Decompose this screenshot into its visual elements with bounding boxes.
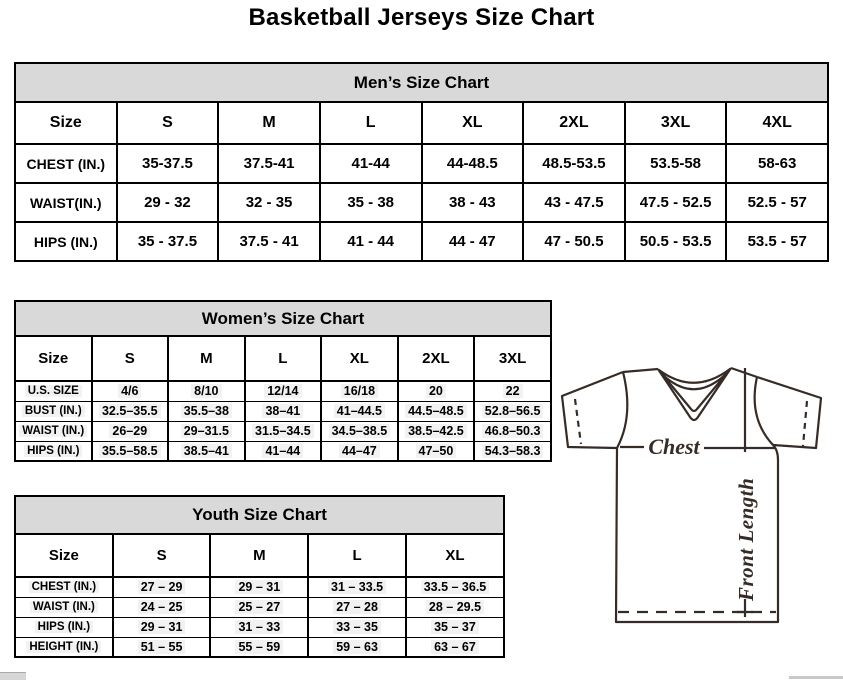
size-cell <box>321 381 398 401</box>
table-row <box>15 597 504 617</box>
cell-text: 41–44 <box>262 444 303 458</box>
column-header-row <box>15 336 551 381</box>
size-cell: 48.5-53.5 <box>523 144 625 183</box>
chest-label: Chest <box>648 434 700 459</box>
cell-text: 44.5–48.5 <box>405 404 467 418</box>
table-row <box>15 421 551 441</box>
row-label <box>15 401 92 421</box>
size-cell <box>168 441 245 461</box>
size-corner-header: Size <box>15 534 113 577</box>
size-cell: 32 - 35 <box>218 183 320 222</box>
table-row <box>15 144 828 183</box>
size-column-header: L <box>320 102 422 144</box>
table-title-row <box>15 301 551 336</box>
cell-text: 8/10 <box>191 384 221 398</box>
size-cell <box>308 637 406 657</box>
youth-size-table <box>14 495 505 658</box>
jersey-right-armhole-seam <box>755 377 773 445</box>
cell-text: 41–44.5 <box>334 404 385 418</box>
size-cell <box>308 617 406 637</box>
size-cell <box>210 597 308 617</box>
row-label <box>15 577 113 597</box>
size-column-header: S <box>113 534 211 577</box>
size-cell <box>113 597 211 617</box>
table-row <box>15 577 504 597</box>
cell-text: 26–29 <box>109 424 150 438</box>
cell-text: 22 <box>503 384 523 398</box>
size-cell: 35-37.5 <box>117 144 219 183</box>
size-cell <box>474 421 551 441</box>
cell-text: 51 – 55 <box>138 640 186 654</box>
size-cell <box>308 597 406 617</box>
cell-text: 29 – 31 <box>138 620 186 634</box>
size-corner-header: Size <box>15 336 92 381</box>
size-column-header: M <box>168 336 245 381</box>
size-cell <box>245 381 322 401</box>
front-length-label: Front Length <box>734 477 758 601</box>
cell-text: 32.5–35.5 <box>99 404 161 418</box>
cell-text: 38.5–42.5 <box>405 424 467 438</box>
cell-text: 29–31.5 <box>181 424 232 438</box>
size-cell: 35 - 38 <box>320 183 422 222</box>
cell-text: 24 – 25 <box>138 600 186 614</box>
size-cell: 29 - 32 <box>117 183 219 222</box>
row-label <box>15 637 113 657</box>
size-cell <box>398 401 475 421</box>
cell-text: 31 – 33 <box>235 620 283 634</box>
size-cell: 41-44 <box>320 144 422 183</box>
size-cell <box>113 637 211 657</box>
size-column-header: M <box>210 534 308 577</box>
size-cell: 37.5-41 <box>218 144 320 183</box>
size-cell: 43 - 47.5 <box>523 183 625 222</box>
size-cell <box>113 577 211 597</box>
size-cell <box>308 577 406 597</box>
table-title: Men’s Size Chart <box>15 63 828 102</box>
size-cell <box>245 421 322 441</box>
size-cell: 58-63 <box>726 144 828 183</box>
cell-text: 38–41 <box>262 404 303 418</box>
table-row <box>15 637 504 657</box>
size-cell: 53.5 - 57 <box>726 222 828 261</box>
mens-size-table <box>14 62 829 262</box>
size-cell <box>398 381 475 401</box>
cell-text: 16/18 <box>341 384 378 398</box>
table-body <box>15 577 504 657</box>
size-cell <box>474 381 551 401</box>
table-row <box>15 381 551 401</box>
table-head <box>15 63 828 144</box>
size-cell <box>321 421 398 441</box>
table-row <box>15 617 504 637</box>
cell-text: 33.5 – 36.5 <box>421 580 490 594</box>
size-column-header: 2XL <box>398 336 475 381</box>
size-cell <box>398 421 475 441</box>
size-cell <box>406 577 504 597</box>
size-cell <box>210 617 308 637</box>
size-cell: 44 - 47 <box>422 222 524 261</box>
size-cell <box>113 617 211 637</box>
cell-text: 29 – 31 <box>235 580 283 594</box>
cell-text: 25 – 27 <box>235 600 283 614</box>
size-corner-header: Size <box>15 102 117 144</box>
row-label: WAIST(IN.) <box>15 183 117 222</box>
size-column-header: 2XL <box>523 102 625 144</box>
size-cell: 52.5 - 57 <box>726 183 828 222</box>
left-sleeve-cuff-dashes <box>575 399 581 444</box>
table-title-row <box>15 496 504 534</box>
size-cell: 35 - 37.5 <box>117 222 219 261</box>
cell-text: WAIST (IN.) <box>30 601 98 613</box>
cell-text: U.S. SIZE <box>25 385 82 397</box>
size-column-header: M <box>218 102 320 144</box>
size-column-header: S <box>92 336 169 381</box>
size-cell <box>474 401 551 421</box>
jersey-shoulder-lines <box>623 368 757 377</box>
cell-text: 4/6 <box>118 384 141 398</box>
size-cell <box>210 637 308 657</box>
size-column-header: 3XL <box>625 102 727 144</box>
table-title: Youth Size Chart <box>15 496 504 534</box>
cell-text: 47–50 <box>416 444 457 458</box>
row-label: CHEST (IN.) <box>15 144 117 183</box>
size-cell: 47.5 - 52.5 <box>625 183 727 222</box>
size-cell <box>92 381 169 401</box>
cell-text: 63 – 67 <box>431 640 479 654</box>
size-cell <box>168 421 245 441</box>
size-cell <box>92 421 169 441</box>
size-cell <box>406 637 504 657</box>
size-cell <box>168 401 245 421</box>
row-label <box>15 381 92 401</box>
size-column-header: XL <box>321 336 398 381</box>
size-cell <box>245 441 322 461</box>
jersey-diagram <box>556 353 843 627</box>
column-header-row <box>15 534 504 577</box>
size-cell: 38 - 43 <box>422 183 524 222</box>
table-head <box>15 301 551 381</box>
cell-text: 54.3–58.3 <box>482 444 544 458</box>
size-column-header: L <box>308 534 406 577</box>
table-body <box>15 144 828 261</box>
row-label <box>15 597 113 617</box>
cell-text: 34.5–38.5 <box>329 424 391 438</box>
womens-size-table <box>14 300 552 462</box>
cell-text: 20 <box>426 384 446 398</box>
cell-text: 33 – 35 <box>333 620 381 634</box>
size-cell <box>245 401 322 421</box>
cell-text: 27 – 29 <box>138 580 186 594</box>
size-column-header: 3XL <box>474 336 551 381</box>
cell-text: CHEST (IN.) <box>29 581 100 593</box>
cell-text: BUST (IN.) <box>22 405 85 417</box>
size-cell: 37.5 - 41 <box>218 222 320 261</box>
size-cell: 41 - 44 <box>320 222 422 261</box>
table-row <box>15 441 551 461</box>
size-column-header: S <box>117 102 219 144</box>
cell-text: 35.5–38 <box>181 404 232 418</box>
size-column-header: XL <box>406 534 504 577</box>
size-cell: 47 - 50.5 <box>523 222 625 261</box>
cell-text: 55 – 59 <box>235 640 283 654</box>
cell-text: 12/14 <box>264 384 301 398</box>
page-title: Basketball Jerseys Size Chart <box>248 4 595 31</box>
size-cell <box>92 401 169 421</box>
cell-text: 52.8–56.5 <box>482 404 544 418</box>
size-cell <box>92 441 169 461</box>
cell-text: 28 – 29.5 <box>426 600 484 614</box>
size-cell <box>321 401 398 421</box>
cell-text: 46.8–50.3 <box>482 424 544 438</box>
cell-text: HEIGHT (IN.) <box>26 641 101 653</box>
table-row <box>15 401 551 421</box>
table-row <box>15 222 828 261</box>
cell-text: HIPS (IN.) <box>35 621 93 633</box>
table-body <box>15 381 551 461</box>
jersey-left-armhole-seam <box>617 372 627 448</box>
cell-text: 59 – 63 <box>333 640 381 654</box>
cell-text: 31.5–34.5 <box>252 424 314 438</box>
size-cell <box>168 381 245 401</box>
table-title: Women’s Size Chart <box>15 301 551 336</box>
table-row <box>15 183 828 222</box>
cell-text: 38.5–41 <box>181 444 232 458</box>
cell-text: 44–47 <box>339 444 380 458</box>
size-cell <box>406 597 504 617</box>
cell-text: HIPS (IN.) <box>24 445 82 457</box>
cell-text: 35.5–58.5 <box>99 444 161 458</box>
cell-text: 31 – 33.5 <box>328 580 386 594</box>
size-cell: 50.5 - 53.5 <box>625 222 727 261</box>
size-column-header: L <box>245 336 322 381</box>
row-label <box>15 421 92 441</box>
table-head <box>15 496 504 577</box>
right-sleeve-cuff-dashes <box>803 401 807 446</box>
cell-text: 27 – 28 <box>333 600 381 614</box>
size-column-header: XL <box>422 102 524 144</box>
size-cell <box>210 577 308 597</box>
column-header-row <box>15 102 828 144</box>
jersey-left-sleeve <box>562 372 623 448</box>
size-cell <box>321 441 398 461</box>
size-cell <box>474 441 551 461</box>
row-label <box>15 617 113 637</box>
row-label <box>15 441 92 461</box>
cell-text: WAIST (IN.) <box>19 425 87 437</box>
cell-text: 35 – 37 <box>431 620 479 634</box>
size-column-header: 4XL <box>726 102 828 144</box>
size-cell <box>398 441 475 461</box>
size-cell <box>406 617 504 637</box>
size-cell: 44-48.5 <box>422 144 524 183</box>
row-label: HIPS (IN.) <box>15 222 117 261</box>
table-title-row <box>15 63 828 102</box>
size-cell: 53.5-58 <box>625 144 727 183</box>
